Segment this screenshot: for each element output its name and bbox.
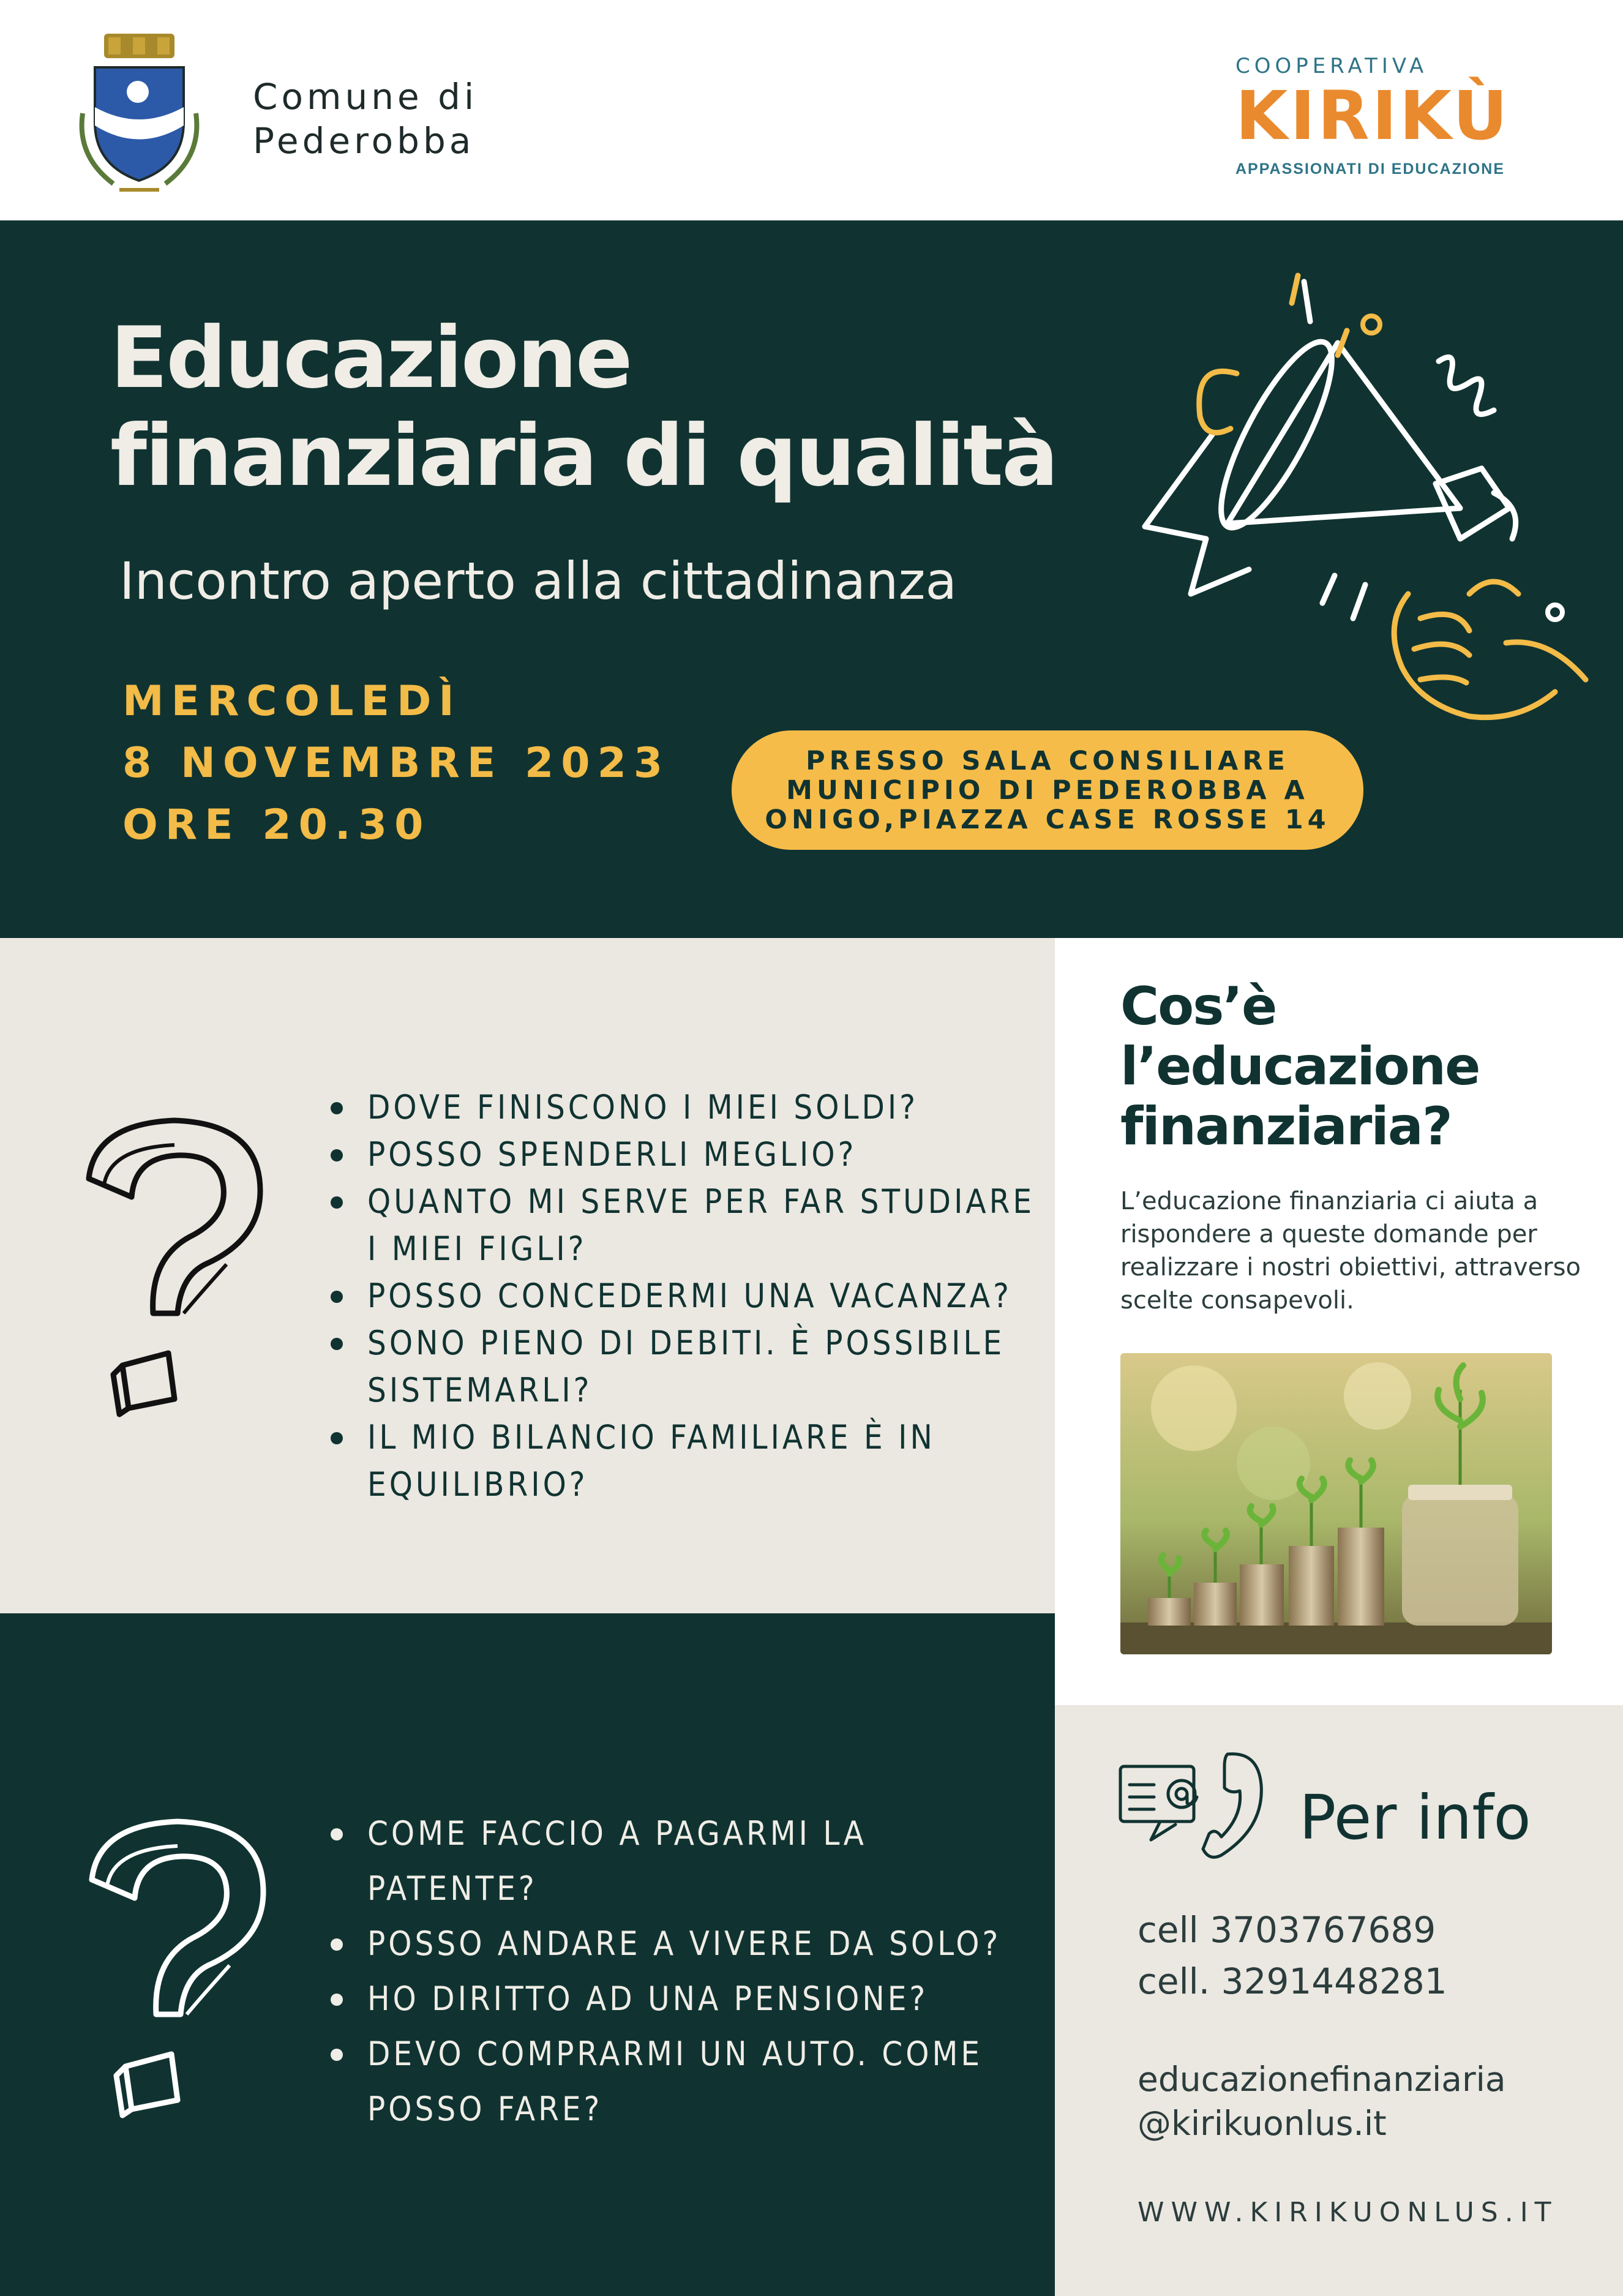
municipality-name: Comune di Pederobba: [253, 76, 478, 162]
info-title: Per info: [1299, 1782, 1531, 1853]
list-item: IL MIO BILANCIO FAMILIARE È IN EQUILIBRIO?: [324, 1414, 1047, 1508]
email-line-1: educazionefinanziaria: [1138, 2060, 1506, 2099]
question-mark-icon: [80, 1812, 282, 2131]
coop-tagline: APPASSIONATI DI EDUCAZIONE: [1235, 160, 1505, 178]
list-item: DEVO COMPRARMI UN AUTO. COME POSSO FARE?: [324, 2027, 1029, 2137]
phone-2: cell. 3291448281: [1138, 1960, 1447, 2002]
list-item: POSSO CONCEDERMI UNA VACANZA?: [324, 1272, 1047, 1319]
phone-numbers: [1138, 1904, 1447, 2007]
list-item: DOVE FINISCONO I MIEI SOLDI?: [324, 1084, 1047, 1131]
coop-label: COOPERATIVA: [1235, 54, 1428, 78]
phone-1: cell 3703767689: [1138, 1909, 1436, 1951]
list-item: COME FACCIO A PAGARMI LA PATENTE?: [324, 1806, 1029, 1916]
event-day: MERCOLEDÌ: [122, 677, 462, 726]
event-date: 8 NOVEMBRE 2023: [122, 739, 670, 787]
contact-icon: [1117, 1748, 1270, 1864]
venue-text: PRESSO SALA CONSILIARE MUNICIPIO DI PEDEROBBA A ONIGO,PIAZZA CASE ROSSE 14: [765, 745, 1330, 835]
list-item: POSSO SPENDERLI MEGLIO?: [324, 1131, 1047, 1178]
municipal-crest-icon: [77, 34, 202, 196]
question-mark-icon: [77, 1111, 279, 1430]
list-item: SONO PIENO DI DEBITI. È POSSIBILE SISTEMARLI?: [324, 1319, 1047, 1414]
website-link: WWW.KIRIKUONLUS.IT: [1138, 2197, 1558, 2228]
list-item: HO DIRITTO AD UNA PENSIONE?: [324, 1971, 1029, 2027]
email-line-2: @kirikuonlus.it: [1138, 2104, 1387, 2143]
event-date-time: [122, 670, 670, 856]
event-title: Educazione finanziaria di qualità: [110, 309, 1057, 505]
email-address: [1138, 2057, 1506, 2145]
list-item: POSSO ANDARE A VIVERE DA SOLO?: [324, 1916, 1029, 1971]
megaphone-icon: [1126, 251, 1604, 778]
questions-list-1: [324, 1084, 1047, 1508]
coop-logo-name: KIRIKÙ: [1235, 77, 1510, 155]
event-time: ORE 20.30: [122, 801, 431, 849]
list-item: QUANTO MI SERVE PER FAR STUDIARE I MIEI FIGLI?: [324, 1178, 1047, 1272]
about-text: L’educazione finanziaria ci aiuta a rispondere a queste domande per realizzare i nostri obiettivi, attraverso scelte consapevoli.: [1120, 1187, 1581, 1315]
coins-growth-image: [1120, 1353, 1552, 1654]
about-title: Cos’è l’educazione finanziaria?: [1120, 976, 1480, 1157]
questions-list-2: [324, 1806, 1029, 2137]
event-subtitle: Incontro aperto alla cittadinanza: [119, 551, 957, 611]
